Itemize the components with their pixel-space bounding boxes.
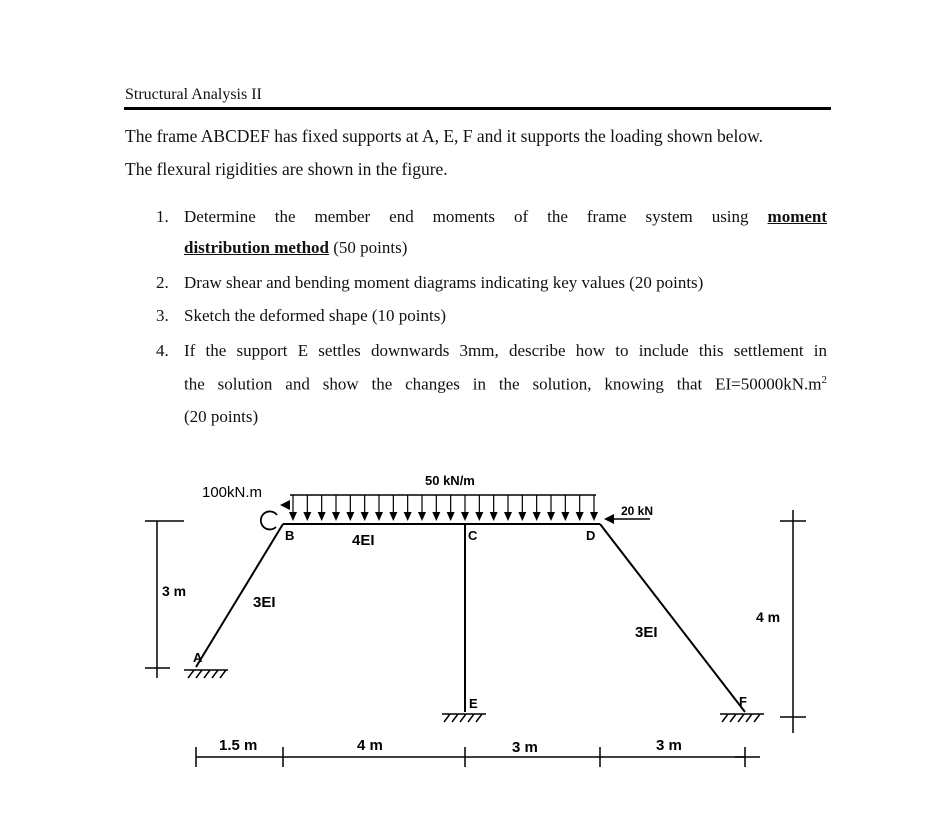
udl-arrowhead bbox=[332, 512, 340, 521]
moment-arrowhead bbox=[280, 500, 290, 510]
moment-label: 100kN.m bbox=[202, 484, 263, 501]
question-number: 3. bbox=[156, 306, 169, 325]
node-B-label: B bbox=[285, 528, 295, 543]
applied-moment bbox=[261, 500, 290, 529]
node-C-label: C bbox=[468, 528, 478, 543]
udl-arrowhead bbox=[375, 512, 383, 521]
support-E bbox=[442, 714, 486, 722]
point-load-arrowhead bbox=[604, 514, 614, 524]
dim-span-3: 3 m bbox=[512, 739, 538, 756]
udl-arrowhead bbox=[504, 512, 512, 521]
udl-arrowhead bbox=[303, 512, 311, 521]
udl-arrowhead bbox=[576, 512, 584, 521]
node-A-label: A bbox=[193, 650, 203, 665]
udl-arrowhead bbox=[404, 512, 412, 521]
question-number: 4. bbox=[156, 341, 169, 360]
question-number: 1. bbox=[156, 207, 169, 226]
udl-arrowhead bbox=[518, 512, 526, 521]
question-2-text: Draw shear and bending moment diagrams indicating key values (20 points) bbox=[184, 273, 704, 292]
udl-arrowhead bbox=[361, 512, 369, 521]
moment-arc bbox=[261, 511, 277, 529]
udl-arrowhead bbox=[389, 512, 397, 521]
udl-arrowhead bbox=[461, 512, 469, 521]
udl-arrows bbox=[289, 495, 598, 521]
udl-arrowhead bbox=[475, 512, 483, 521]
question-4-text: the solution and show the changes in the solution, knowing that EI=50000kN.m bbox=[184, 374, 822, 394]
dim-span-4: 3 m bbox=[656, 737, 682, 754]
question-4-points: (20 points) bbox=[184, 407, 259, 426]
udl-arrowhead bbox=[318, 512, 326, 521]
dim-left-height: 3 m bbox=[162, 583, 187, 599]
course-title: Structural Analysis II bbox=[125, 86, 262, 103]
question-3-text: Sketch the deformed shape (10 points) bbox=[184, 306, 447, 325]
intro-line-1: The frame ABCDEF has fixed supports at A, E, F and it supports the loading shown below. bbox=[125, 126, 764, 146]
rigidity-DF: 3EI bbox=[635, 624, 658, 641]
question-4-line-1: If the support E settles downwards 3mm, describe how to include this settlement in bbox=[184, 341, 827, 360]
support-A bbox=[184, 670, 228, 678]
node-F-label: F bbox=[739, 694, 747, 709]
rigidity-BD: 4EI bbox=[352, 532, 375, 549]
udl-arrowhead bbox=[561, 512, 569, 521]
dim-span-2: 4 m bbox=[357, 737, 383, 754]
udl-arrowhead bbox=[547, 512, 555, 521]
udl-arrowhead bbox=[289, 512, 297, 521]
dim-span-1: 1.5 m bbox=[219, 737, 258, 754]
udl-arrowhead bbox=[432, 512, 440, 521]
question-1-emphasis: moment bbox=[767, 207, 828, 226]
dimensions bbox=[145, 510, 806, 767]
point-load-label: 20 kN bbox=[621, 504, 654, 518]
node-E-label: E bbox=[469, 696, 478, 711]
question-1-emphasis-cont: distribution method bbox=[184, 238, 329, 257]
node-D-label: D bbox=[586, 528, 596, 543]
udl-arrowhead bbox=[346, 512, 354, 521]
question-1-text: Determine the member end moments of the frame system using bbox=[184, 207, 749, 226]
superscript: 2 bbox=[821, 374, 827, 386]
udl-arrowhead bbox=[447, 512, 455, 521]
intro-line-2: The flexural rigidities are shown in the figure. bbox=[125, 159, 448, 179]
support-F bbox=[720, 714, 764, 722]
udl-arrowhead bbox=[590, 512, 598, 521]
udl-arrowhead bbox=[533, 512, 541, 521]
rigidity-AB: 3EI bbox=[253, 594, 276, 611]
question-number: 2. bbox=[156, 273, 169, 292]
dim-right-height: 4 m bbox=[756, 609, 781, 625]
distributed-load bbox=[289, 495, 598, 521]
question-1-points: (50 points) bbox=[333, 238, 408, 257]
udl-arrowhead bbox=[418, 512, 426, 521]
udl-arrowhead bbox=[490, 512, 498, 521]
member-DF bbox=[600, 524, 745, 712]
frame-members bbox=[196, 524, 745, 712]
udl-label: 50 kN/m bbox=[425, 473, 475, 488]
